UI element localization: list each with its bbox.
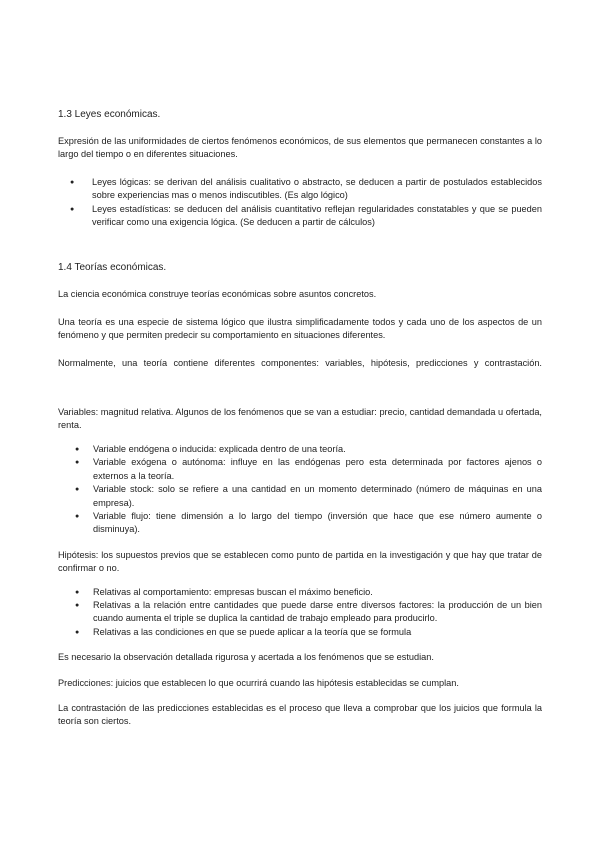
list-item: ● Relativas al comportamiento: empresas buscan el máximo beneficio. bbox=[58, 586, 542, 599]
list-item: ● Relativas a las condiciones en que se puede aplicar a la teoría que se formula bbox=[58, 626, 542, 639]
list-item: ● Relativas a la relación entre cantidades que puede darse entre diversos factores: la producción de un bien cuando aumenta el triple se duplica la cantidad de trabajo empleado para producirlo. bbox=[58, 599, 542, 626]
variables-bullet-list bbox=[58, 443, 542, 537]
hipotesis-bullet-list bbox=[58, 586, 542, 640]
hipotesis-intro-paragraph: Hipótesis: los supuestos previos que se establecen como punto de partida en la investigación y que hay que tratar de confirmar o no. bbox=[58, 549, 542, 574]
teorias-paragraph-1: La ciencia económica construye teorías económicas sobre asuntos concretos. bbox=[58, 289, 377, 300]
observacion-paragraph: Es necesario la observación detallada rigurosa y acertada a los fenómenos que se estudian. bbox=[58, 652, 434, 663]
list-item: ● Variable flujo: tiene dimensión a lo largo del tiempo (inversión que hace que ese número aumente o disminuya). bbox=[58, 510, 542, 537]
section-heading-1-4: 1.4 Teorías económicas. bbox=[58, 262, 167, 274]
list-item: ● Variable exógena o autónoma: influye en las endógenas pero esta determinada por factores ajenos o externos a la teoría. bbox=[58, 456, 542, 483]
list-item: ● Variable stock: solo se refiere a una cantidad en un momento determinado (número de máquinas en una empresa). bbox=[58, 483, 542, 510]
document-body bbox=[58, 108, 542, 729]
leyes-bullet-list bbox=[58, 176, 542, 230]
teorias-paragraph-3: Normalmente, una teoría contiene diferentes componentes: variables, hipótesis, predicciones y contrastación. bbox=[58, 357, 542, 368]
contrastacion-paragraph: La contrastación de las predicciones establecidas es el proceso que lleva a comprobar que los juicios que formula la teoría son ciertos. bbox=[58, 702, 542, 727]
section-heading-1-3: 1.3 Leyes económicas. bbox=[58, 109, 161, 120]
teorias-paragraph-2: Una teoría es una especie de sistema lógico que ilustra simplificadamente todos y cada uno de los aspectos de un fenómeno y que permiten predecir su comportamiento en situaciones diferentes. bbox=[58, 316, 542, 341]
variables-intro-paragraph: Variables: magnitud relativa. Algunos de los fenómenos que se van a estudiar: precio, cantidad demandada u ofertada, renta. bbox=[58, 407, 542, 431]
list-item: ● Variable endógena o inducida: explicada dentro de una teoría. bbox=[58, 443, 542, 456]
predicciones-paragraph: Predicciones: juicios que establecen lo que ocurrirá cuando las hipótesis establecidas se cumplan. bbox=[58, 677, 459, 688]
list-item: ● Leyes lógicas: se derivan del análisis cualitativo o abstracto, se deducen a partir de postulados establecidos sobre experiencias mas o menos indiscutibles. (Es algo lógico) bbox=[58, 176, 542, 203]
leyes-intro-paragraph: Expresión de las uniformidades de ciertos fenómenos económicos, de sus elementos que permanecen constantes a lo largo del tiempo o en diferentes situaciones. bbox=[58, 136, 542, 160]
list-item: ● Leyes estadísticas: se deducen del análisis cuantitativo reflejan regularidades constatables y que se pueden verificar como una exigencia lógica. (Se deducen a partir de cálculos) bbox=[58, 203, 542, 230]
